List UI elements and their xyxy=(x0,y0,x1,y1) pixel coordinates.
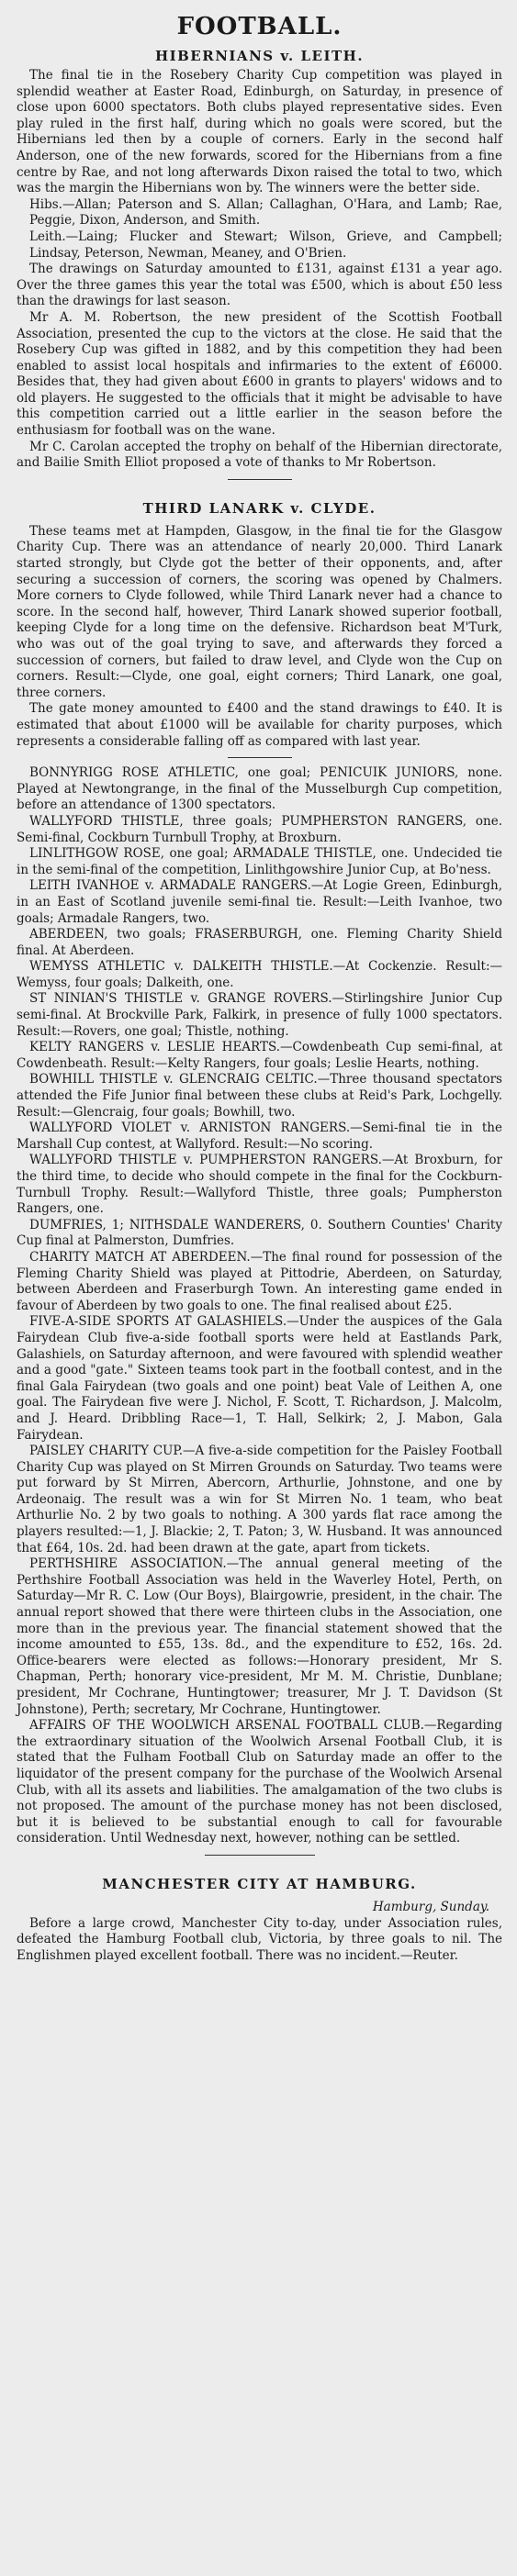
result-item: WEMYSS ATHLETIC v. DALKEITH THISTLE.—At Cockenzie. Result:—Wemyss, four goals; Dalkeith, one. xyxy=(17,959,502,990)
result-item: LEITH IVANHOE v. ARMADALE RANGERS.—At Logie Green, Edinburgh, in an East of Scotland juvenile semi-final tie. Result:—Leith Ivanhoe, two goals; Armadale Rangers, two. xyxy=(17,878,502,926)
hibs-drawings-paragraph: The drawings on Saturday amounted to £131, against £131 a year ago. Over the three games this year the total was £500, which is about £50 less than the drawings for last season. xyxy=(17,262,502,309)
result-item: CHARITY MATCH AT ABERDEEN.—The final round for possession of the Fleming Charity Shield was played at Pittodrie, Aberdeen, on Saturday, between Aberdeen and Fraserburgh Town. An interesting game ended in favour of Aberdeen by two goals to one. The final realised about £25. xyxy=(17,1249,502,1313)
section-divider xyxy=(228,479,292,480)
result-item: PERTHSHIRE ASSOCIATION.—The annual general meeting of the Perthshire Football Association was held in the Waverley Hotel, Perth, on Saturday—Mr R. C. Low (Our Boys), Blairgowrie, president, in the chair. The annual report showed that there were thirteen clubs in the Association, one more than in the previous year. The financial statement showed that the income amounted to £55, 13s. 8d., and the expenditure to £52, 16s. 2d. Office-bearers were elected as follows:—Honorary president, Mr S. Chapman, Perth; honorary vice-president, Mr M. M. Christie, Dunblane; president, Mr Cochrane, Huntingtower; treasurer, Mr J. T. Davidson (St Johnstone), Perth; secretary, Mr Cochrane, Huntingtower. xyxy=(17,1556,502,1717)
hibs-presentation-paragraph: Mr A. M. Robertson, the new president of the Scottish Football Association, presented the cup to the victors at the close. He said that the Rosebery Cup was gifted in 1882, and by this competition they had been enabled to assist local hospitals and infirmaries to the extent of £6000. Besides that, they had given about £600 in grants to players' widows and to old players. He suggested to the officials that it might be advisable to have this competition carried out a little earlier in the season before the enthusiasm for football was on the wane. xyxy=(17,309,502,439)
result-item: LINLITHGOW ROSE, one goal; ARMADALE THISTLE, one. Undecided tie in the semi-final of the competition, Linlithgowshire Junior Cup, at Bo'ness. xyxy=(17,846,502,877)
section-divider xyxy=(205,1855,315,1856)
hibs-thanks-paragraph: Mr C. Carolan accepted the trophy on behalf of the Hibernian directorate, and Bailie Smith Elliot proposed a vote of thanks to Mr Robertson. xyxy=(17,439,502,471)
third-lanark-clyde-heading: THIRD LANARK v. CLYDE. xyxy=(142,499,377,517)
result-item: ABERDEEN, two goals; FRASERBURGH, one. Fleming Charity Shield final. At Aberdeen. xyxy=(17,927,502,958)
manchester-report-paragraph: Before a large crowd, Manchester City to-day, under Association rules, defeated the Hamburg Football club, Victoria, by three goals to nil. The Englishmen played excellent football. There was no incident.—Reuter. xyxy=(17,1915,502,1963)
result-item: PAISLEY CHARITY CUP.—A five-a-side competition for the Paisley Football Charity Cup was played on St Mirren Grounds on Saturday. Two teams were put forward by St Mirren, Abercorn, Arthurlie, Johnstone, and one by Ardeonaig. The result was a win for St Mirren No. 1 team, who beat Arthurlie No. 2 by two goals to nothing. A 300 yards flat race among the players resulted:—1, J. Blackie; 2, T. Paton; 3, W. Husband. It was announced that £64, 10s. 2d. had been drawn at the gate, apart from tickets. xyxy=(17,1444,502,1556)
result-item: BONNYRIGG ROSE ATHLETIC, one goal; PENICUIK JUNIORS, none. Played at Newtongrange, in the final of the Musselburgh Cup competition, before an attendance of 1300 spectators. xyxy=(17,765,502,813)
result-item: KELTY RANGERS v. LESLIE HEARTS.—Cowdenbeath Cup semi-final, at Cowdenbeath. Result:—Kelty Rangers, four goals; Leslie Hearts, nothing. xyxy=(17,1040,502,1071)
section-divider xyxy=(228,757,292,758)
results-list xyxy=(17,765,502,1847)
third-lanark-gate-paragraph: The gate money amounted to £400 and the stand drawings to £40. It is estimated that about £1000 will be available for charity purposes, which represents a considerable falling off as compared with last year. xyxy=(17,701,502,749)
manchester-dateline: Hamburg, Sunday. xyxy=(372,1899,489,1914)
result-item: FIVE-A-SIDE SPORTS AT GALASHIELS.—Under the auspices of the Gala Fairydean Club five-a-side football sports were held at Eastlands Park, Galashiels, on Saturday afternoon, and were favoured with splendid weather and a good "gate." Sixteen teams took part in the football contest, and in the final Gala Fairydean (two goals and one point) beat Vale of Leithen A, one goal. The Fairydean five were J. Nichol, F. Scott, T. Richardson, J. Malcolm, and J. Heard. Dribbling Race—1, T. Hall, Selkirk; 2, J. Mabon, Gala Fairydean. xyxy=(17,1314,502,1443)
result-item: WALLYFORD VIOLET v. ARNISTON RANGERS.—Semi-final tie in the Marshall Cup contest, at Wallyford. Result:—No scoring. xyxy=(17,1121,502,1152)
result-item: WALLYFORD THISTLE v. PUMPHERSTON RANGERS.—At Broxburn, for the third time, to decide who should compete in the final for the Cockburn-Turnbull Trophy. Result:—Wallyford Thistle, three goals; Pumpherston Rangers, one. xyxy=(17,1153,502,1217)
result-item: BOWHILL THISTLE v. GLENCRAIG CELTIC.—Three thousand spectators attended the Fife Junior final between these clubs at Reid's Park, Lochgelly. Result:—Glencraig, four goals; Bowhill, two. xyxy=(17,1072,502,1120)
result-item: DUMFRIES, 1; NITHSDALE WANDERERS, 0. Southern Counties' Charity Cup final at Palmerston, Dumfries. xyxy=(17,1217,502,1249)
result-item: ST NINIAN'S THISTLE v. GRANGE ROVERS.—Stirlingshire Junior Cup semi-final. At Brockville Park, Falkirk, in presence of fully 1000 spectators. Result:—Rovers, one goal; Thistle, nothing. xyxy=(17,991,502,1039)
hibs-report-paragraph: The final tie in the Rosebery Charity Cup competition was played in splendid weather at Easter Road, Edinburgh, on Saturday, in presence of close upon 6000 spectators. Both clubs played representative sides. Even play ruled in the first half, during which no goals were scored, but the Hibernians led then by a couple of corners. Early in the second half Anderson, one of the new forwards, scored for the Hibernians from a fine centre by Rae, and not long afterwards Dixon raised the total to two, which was the margin the Hibernians won by. The winners were the better side. xyxy=(17,68,502,196)
third-lanark-report-paragraph: These teams met at Hampden, Glasgow, in the final tie for the Glasgow Charity Cup. There was an attendance of nearly 20,000. Third Lanark started strongly, but Clyde got the better of their opponents, and, after securing a succession of corners, the scoring was opened by Chalmers. More corners to Clyde followed, while Third Lanark never had a chance to score. In the second half, however, Third Lanark showed superior football, keeping Clyde for a long time on the defensive. Richardson beat M'Turk, who was out of the goal trying to save, and afterwards they forced a succession of corners, but failed to draw level, and Clyde won the Cup on corners. Result:—Clyde, one goal, eight corners; Third Lanark, one goal, three corners. xyxy=(17,523,502,700)
section-masthead: FOOTBALL. xyxy=(176,13,343,40)
result-item: WALLYFORD THISTLE, three goals; PUMPHERSTON RANGERS, one. Semi-final, Cockburn Turnbull Trophy, at Broxburn. xyxy=(17,813,502,845)
hibs-team-lineup: Hibs.—Allan; Paterson and S. Allan; Callaghan, O'Hara, and Lamb; Rae, Peggie, Dixon, Anderson, and Smith. xyxy=(29,196,502,229)
result-item: AFFAIRS OF THE WOOLWICH ARSENAL FOOTBALL CLUB.—Regarding the extraordinary situation of the Woolwich Arsenal Football Club, it is stated that the Fulham Football Club on Saturday made an offer to the liquidator of the present company for the purchase of the Woolwich Arsenal Club, with all its assets and liabilities. The amalgamation of the two clubs is not proposed. The amount of the purchase money has not been disclosed, but it is believed to be substantial enough to call for favourable consideration. Until Wednesday next, however, nothing can be settled. xyxy=(17,1718,502,1846)
manchester-city-heading: MANCHESTER CITY AT HAMBURG. xyxy=(102,1875,417,1892)
leith-team-lineup: Leith.—Laing; Flucker and Stewart; Wilson, Grieve, and Campbell; Lindsay, Peterson, Newman, Meaney, and O'Brien. xyxy=(29,229,502,261)
hibs-leith-heading: HIBERNIANS v. LEITH. xyxy=(154,48,365,64)
